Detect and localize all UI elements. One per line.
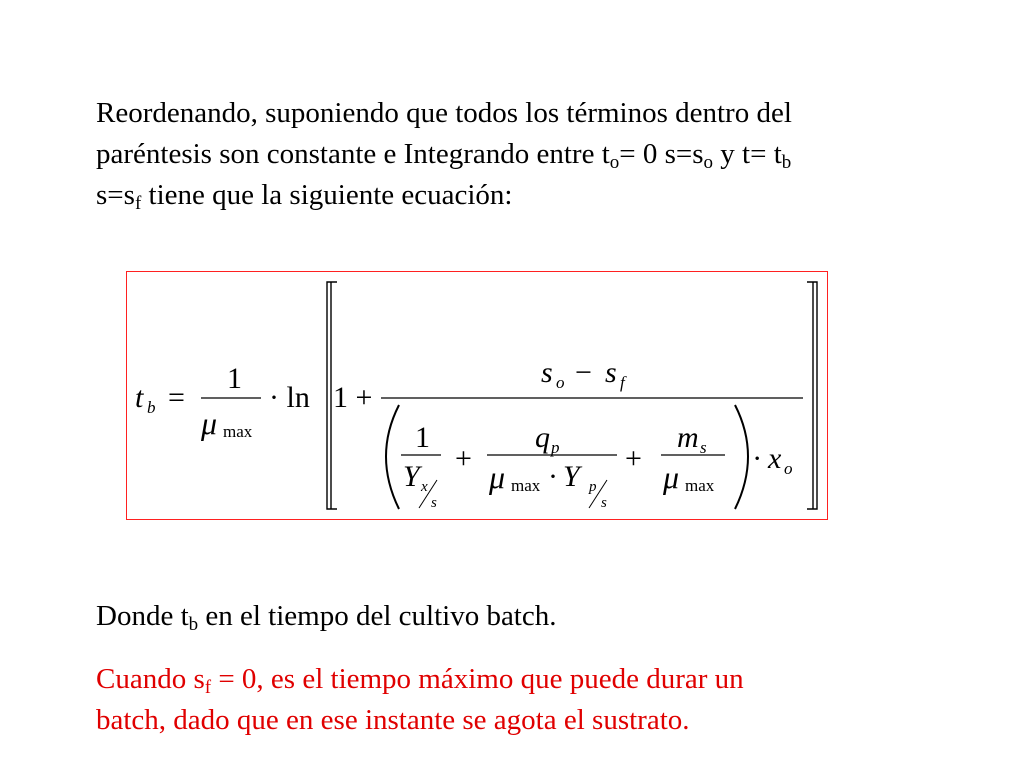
max-sub: max	[223, 422, 253, 441]
cuando-line-1	[96, 659, 936, 700]
intro-paragraph	[96, 93, 936, 216]
cuando-line-2	[96, 700, 936, 741]
equals-sign: =	[168, 381, 185, 414]
term3-sub-s: s	[700, 438, 707, 457]
dot-x: · x	[753, 442, 782, 475]
lhs-sub-b: b	[147, 398, 156, 417]
mu-symbol: μ	[201, 405, 218, 441]
one-plus: 1 +	[333, 381, 373, 414]
plus-sign: +	[455, 442, 472, 475]
num-minus: −	[575, 356, 592, 389]
right-square-bracket	[807, 282, 817, 509]
intro-text: y t= t	[713, 138, 782, 170]
term1-sub-s: s	[431, 495, 437, 511]
fraction-one: 1	[227, 362, 242, 395]
cuando-text: = 0, es el tiempo máximo que puede durar un	[211, 663, 744, 695]
subscript: o	[609, 152, 620, 173]
mu-symbol: μ	[489, 459, 506, 495]
lhs-t: t	[135, 381, 144, 414]
dot: ·	[548, 460, 558, 493]
donde-text: en el tiempo del cultivo batch.	[198, 600, 557, 632]
plus-sign: +	[625, 442, 642, 475]
term2-sub-p: p	[589, 479, 597, 495]
cuando-paragraph	[96, 659, 936, 741]
subscript: b	[781, 152, 792, 173]
dot-ln: · ln	[269, 381, 310, 414]
intro-line-3	[96, 175, 936, 216]
cuando-text: Cuando s	[96, 663, 205, 695]
intro-line-1-text: Reordenando, suponiendo que todos los términos dentro del	[96, 97, 792, 129]
intro-text: = 0 s=s	[619, 138, 704, 170]
max-sub: max	[511, 476, 541, 495]
sub-o: o	[784, 459, 793, 478]
num-sub-f: f	[620, 373, 625, 392]
donde-paragraph	[96, 596, 936, 637]
intro-text: paréntesis son constante e Integrando entre t	[96, 138, 610, 170]
mu-symbol: μ	[663, 459, 680, 495]
equation-box	[126, 271, 828, 520]
term2-Y: Y	[563, 460, 580, 493]
term2-q: q	[535, 421, 550, 454]
term1-Y: Y	[403, 460, 420, 493]
subscript: f	[134, 193, 142, 214]
term2-sub-s: s	[601, 495, 607, 511]
batch-time-equation	[127, 272, 829, 521]
intro-line-2	[96, 134, 936, 175]
term1-sub-x: x	[421, 479, 428, 495]
num-sub-o: o	[556, 373, 565, 392]
term2-sub-p: p	[551, 438, 560, 457]
subscript: o	[703, 152, 714, 173]
subscript: b	[188, 614, 199, 635]
term1-one: 1	[415, 421, 430, 454]
subscript: f	[204, 677, 212, 698]
term3-m: m	[677, 421, 699, 454]
num-s: s	[605, 356, 617, 389]
intro-text: s=s	[96, 179, 135, 211]
donde-text: Donde t	[96, 600, 189, 632]
num-s: s	[541, 356, 553, 389]
right-parenthesis	[735, 405, 748, 509]
left-parenthesis	[386, 405, 399, 509]
max-sub: max	[685, 476, 715, 495]
intro-line-1	[96, 93, 936, 134]
cuando-text: batch, dado que en ese instante se agota el sustrato.	[96, 704, 690, 736]
intro-text: tiene que la siguiente ecuación:	[141, 179, 513, 211]
